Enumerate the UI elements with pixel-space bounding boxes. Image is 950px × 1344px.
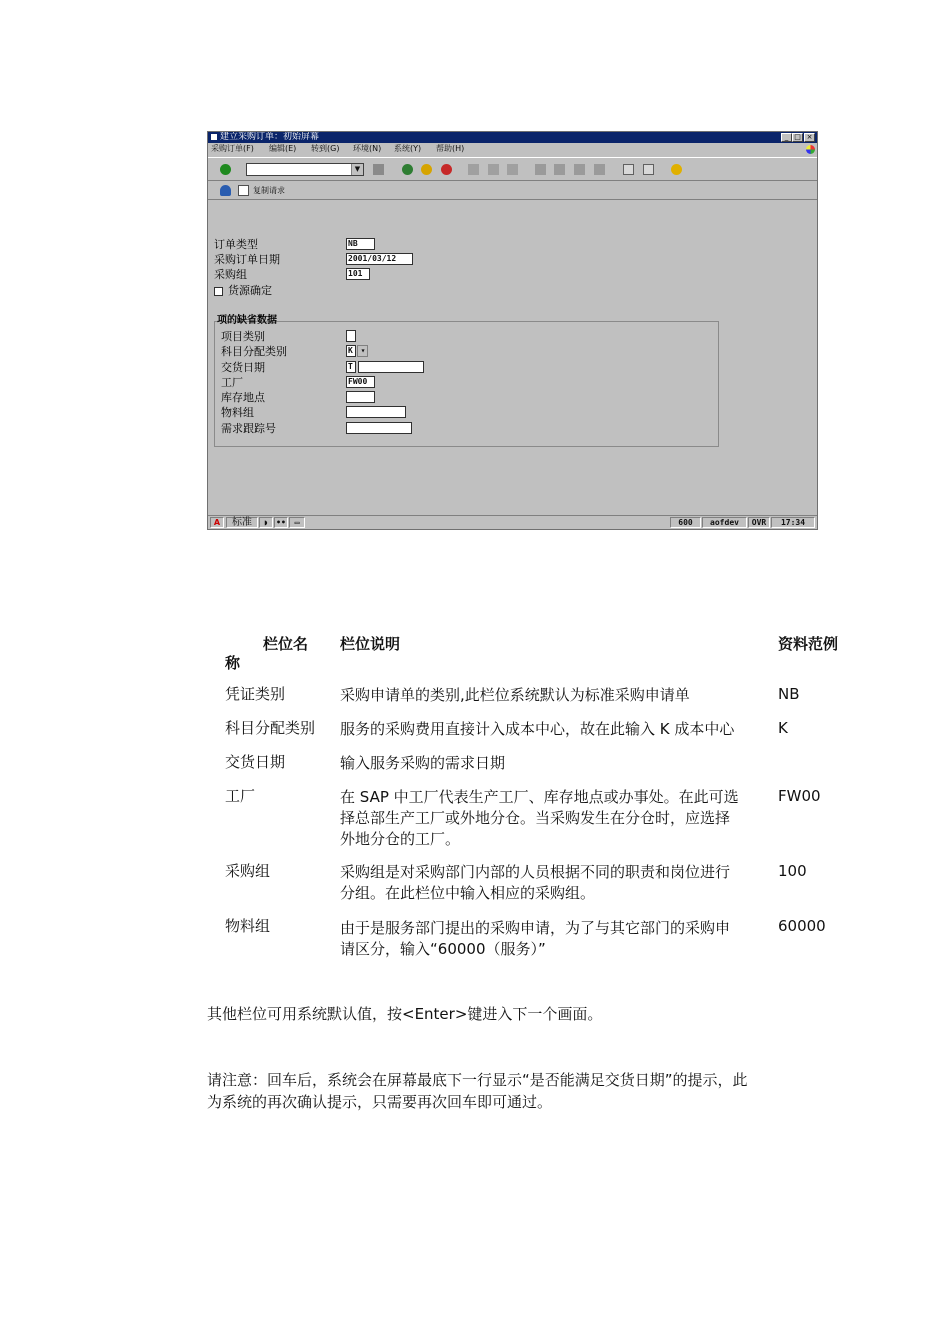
row-purchasing-group-desc-line1: 采购组是对采购部门内部的人员根据不同的职责和岗位进行 <box>340 863 731 881</box>
item-defaults-title: 项的缺省数据 <box>217 315 277 326</box>
save-icon[interactable] <box>373 164 384 175</box>
enter-icon[interactable] <box>220 164 231 175</box>
copy-icon[interactable] <box>238 185 249 196</box>
sap-screenshot <box>207 131 818 530</box>
row-purchasing-group-example: 100 <box>778 862 807 880</box>
source-determination-checkbox[interactable] <box>214 287 223 296</box>
header-field-name-line1: 栏位名 <box>263 635 309 653</box>
note-paragraph-line2: 为系统的再次确认提示，只需要再次回车即可通过。 <box>207 1093 553 1111</box>
close-button[interactable]: × <box>804 133 815 142</box>
client-indicator: 600 <box>670 517 701 528</box>
command-dropdown-icon[interactable]: ▼ <box>351 164 363 175</box>
account-assignment-input[interactable]: K <box>346 345 356 357</box>
row-account-assignment-name: 科目分配类别 <box>225 719 316 737</box>
item-category-label: 项目类别 <box>221 330 265 343</box>
row-plant-desc-line1: 在 SAP 中工厂代表生产工厂、库存地点或办事处。在此可选 <box>340 788 739 806</box>
po-date-label: 采购订单日期 <box>214 253 280 266</box>
row-voucher-type-desc: 采购申请单的类别,此栏位系统默认为标准采购申请单 <box>340 686 690 704</box>
row-material-group-desc-line1: 由于是服务部门提出的采购申请，为了与其它部门的采购申 <box>340 919 731 937</box>
application-toolbar <box>208 181 817 200</box>
menu-bar <box>208 143 817 155</box>
row-delivery-date-name: 交货日期 <box>225 753 286 771</box>
row-plant-example: FW00 <box>778 787 821 805</box>
plant-label: 工厂 <box>221 376 243 389</box>
keyboard-icon[interactable]: ▭ <box>289 517 305 528</box>
person-icon[interactable] <box>220 185 231 196</box>
half-width-icon[interactable]: ◗ <box>259 517 273 528</box>
account-assignment-dropdown-icon[interactable]: ▾ <box>357 345 368 357</box>
menu-system[interactable]: 系统(Y) <box>394 144 422 153</box>
overwrite-mode-indicator: OVR <box>748 517 770 528</box>
sap-logo-icon <box>806 145 815 154</box>
next-page-icon[interactable] <box>574 164 585 175</box>
maximize-button[interactable]: □ <box>792 133 803 142</box>
row-material-group-name: 物料组 <box>225 917 271 935</box>
menu-environment[interactable]: 环境(N) <box>353 144 382 153</box>
clock-indicator: 17:34 <box>771 517 815 528</box>
title-bar <box>208 132 817 143</box>
storage-location-input[interactable] <box>346 391 375 403</box>
plant-input[interactable]: FW00 <box>346 376 375 388</box>
window-title: 建立采购订单：初始屏幕 <box>220 132 320 142</box>
find-icon[interactable] <box>488 164 499 175</box>
ime-icon[interactable]: A <box>210 517 224 528</box>
material-group-input[interactable] <box>346 406 406 418</box>
order-type-label: 订单类型 <box>214 238 258 251</box>
row-purchasing-group-name: 采购组 <box>225 862 271 880</box>
app-icon <box>211 134 217 140</box>
header-example: 资料范例 <box>778 635 839 653</box>
new-session-icon[interactable] <box>623 164 634 175</box>
purchasing-group-label: 采购组 <box>214 268 247 281</box>
standard-toolbar <box>208 157 817 181</box>
delivery-date-format-input[interactable]: T <box>346 361 356 373</box>
account-assignment-label: 科目分配类别 <box>221 345 287 358</box>
requirement-tracking-input[interactable] <box>346 422 412 434</box>
find-next-icon[interactable] <box>507 164 518 175</box>
row-plant-name: 工厂 <box>225 787 256 805</box>
row-account-assignment-desc: 服务的采购费用直接计入成本中心，故在此输入 K 成本中心 <box>340 720 735 738</box>
row-delivery-date-desc: 输入服务采购的需求日期 <box>340 754 506 772</box>
other-fields-paragraph: 其他栏位可用系统默认值，按<Enter>键进入下一个画面。 <box>207 1005 603 1023</box>
item-defaults-group <box>214 321 719 447</box>
last-page-icon[interactable] <box>594 164 605 175</box>
row-plant-desc-line2: 择总部生产工厂或外地分仓。当采购发生在分仓时，应选择 <box>340 809 731 827</box>
back-icon[interactable] <box>402 164 413 175</box>
menu-help[interactable]: 帮助(H) <box>436 144 465 153</box>
delivery-date-input[interactable] <box>358 361 424 373</box>
print-icon[interactable] <box>468 164 479 175</box>
row-material-group-example: 60000 <box>778 917 826 935</box>
row-account-assignment-example: K <box>778 719 788 737</box>
source-determination-label: 货源确定 <box>228 284 272 297</box>
row-material-group-desc-line2: 请区分，输入“60000（服务）” <box>340 940 546 958</box>
menu-edit[interactable]: 编辑(E) <box>269 144 297 153</box>
purchasing-group-input[interactable]: 101 <box>346 268 370 280</box>
help-icon[interactable] <box>671 164 682 175</box>
header-field-name-line2: 称 <box>225 654 241 672</box>
status-bar <box>208 515 817 529</box>
command-field[interactable] <box>246 163 364 176</box>
item-category-input[interactable] <box>346 330 356 342</box>
header-description: 栏位说明 <box>340 635 401 653</box>
row-purchasing-group-desc-line2: 分组。在此栏位中输入相应的采购组。 <box>340 884 596 902</box>
row-voucher-type-example: NB <box>778 685 800 703</box>
first-page-icon[interactable] <box>535 164 546 175</box>
delivery-date-label: 交货日期 <box>221 361 265 374</box>
row-voucher-type-name: 凭证类别 <box>225 685 286 703</box>
requirement-tracking-label: 需求跟踪号 <box>221 422 276 435</box>
menu-goto[interactable]: 转到(G) <box>311 144 340 153</box>
copy-request-button[interactable]: 复制请求 <box>253 186 285 195</box>
previous-page-icon[interactable] <box>554 164 565 175</box>
input-mode-indicator[interactable]: 标准 <box>226 517 258 528</box>
storage-location-label: 库存地点 <box>221 391 265 404</box>
shortcut-icon[interactable] <box>643 164 654 175</box>
punctuation-icon[interactable]: •• <box>274 517 288 528</box>
exit-icon[interactable] <box>421 164 432 175</box>
row-plant-desc-line3: 外地分仓的工厂。 <box>340 830 461 848</box>
note-paragraph-line1: 请注意：回车后，系统会在屏幕最底下一行显示“是否能满足交货日期”的提示，此 <box>207 1071 748 1089</box>
server-indicator: aofdev <box>702 517 747 528</box>
cancel-icon[interactable] <box>441 164 452 175</box>
menu-purchase-order[interactable]: 采购订单(F) <box>211 144 254 153</box>
order-type-input[interactable]: NB <box>346 238 375 250</box>
material-group-label: 物料组 <box>221 406 254 419</box>
minimize-button[interactable]: _ <box>781 133 792 142</box>
po-date-input[interactable]: 2001/03/12 <box>346 253 413 265</box>
